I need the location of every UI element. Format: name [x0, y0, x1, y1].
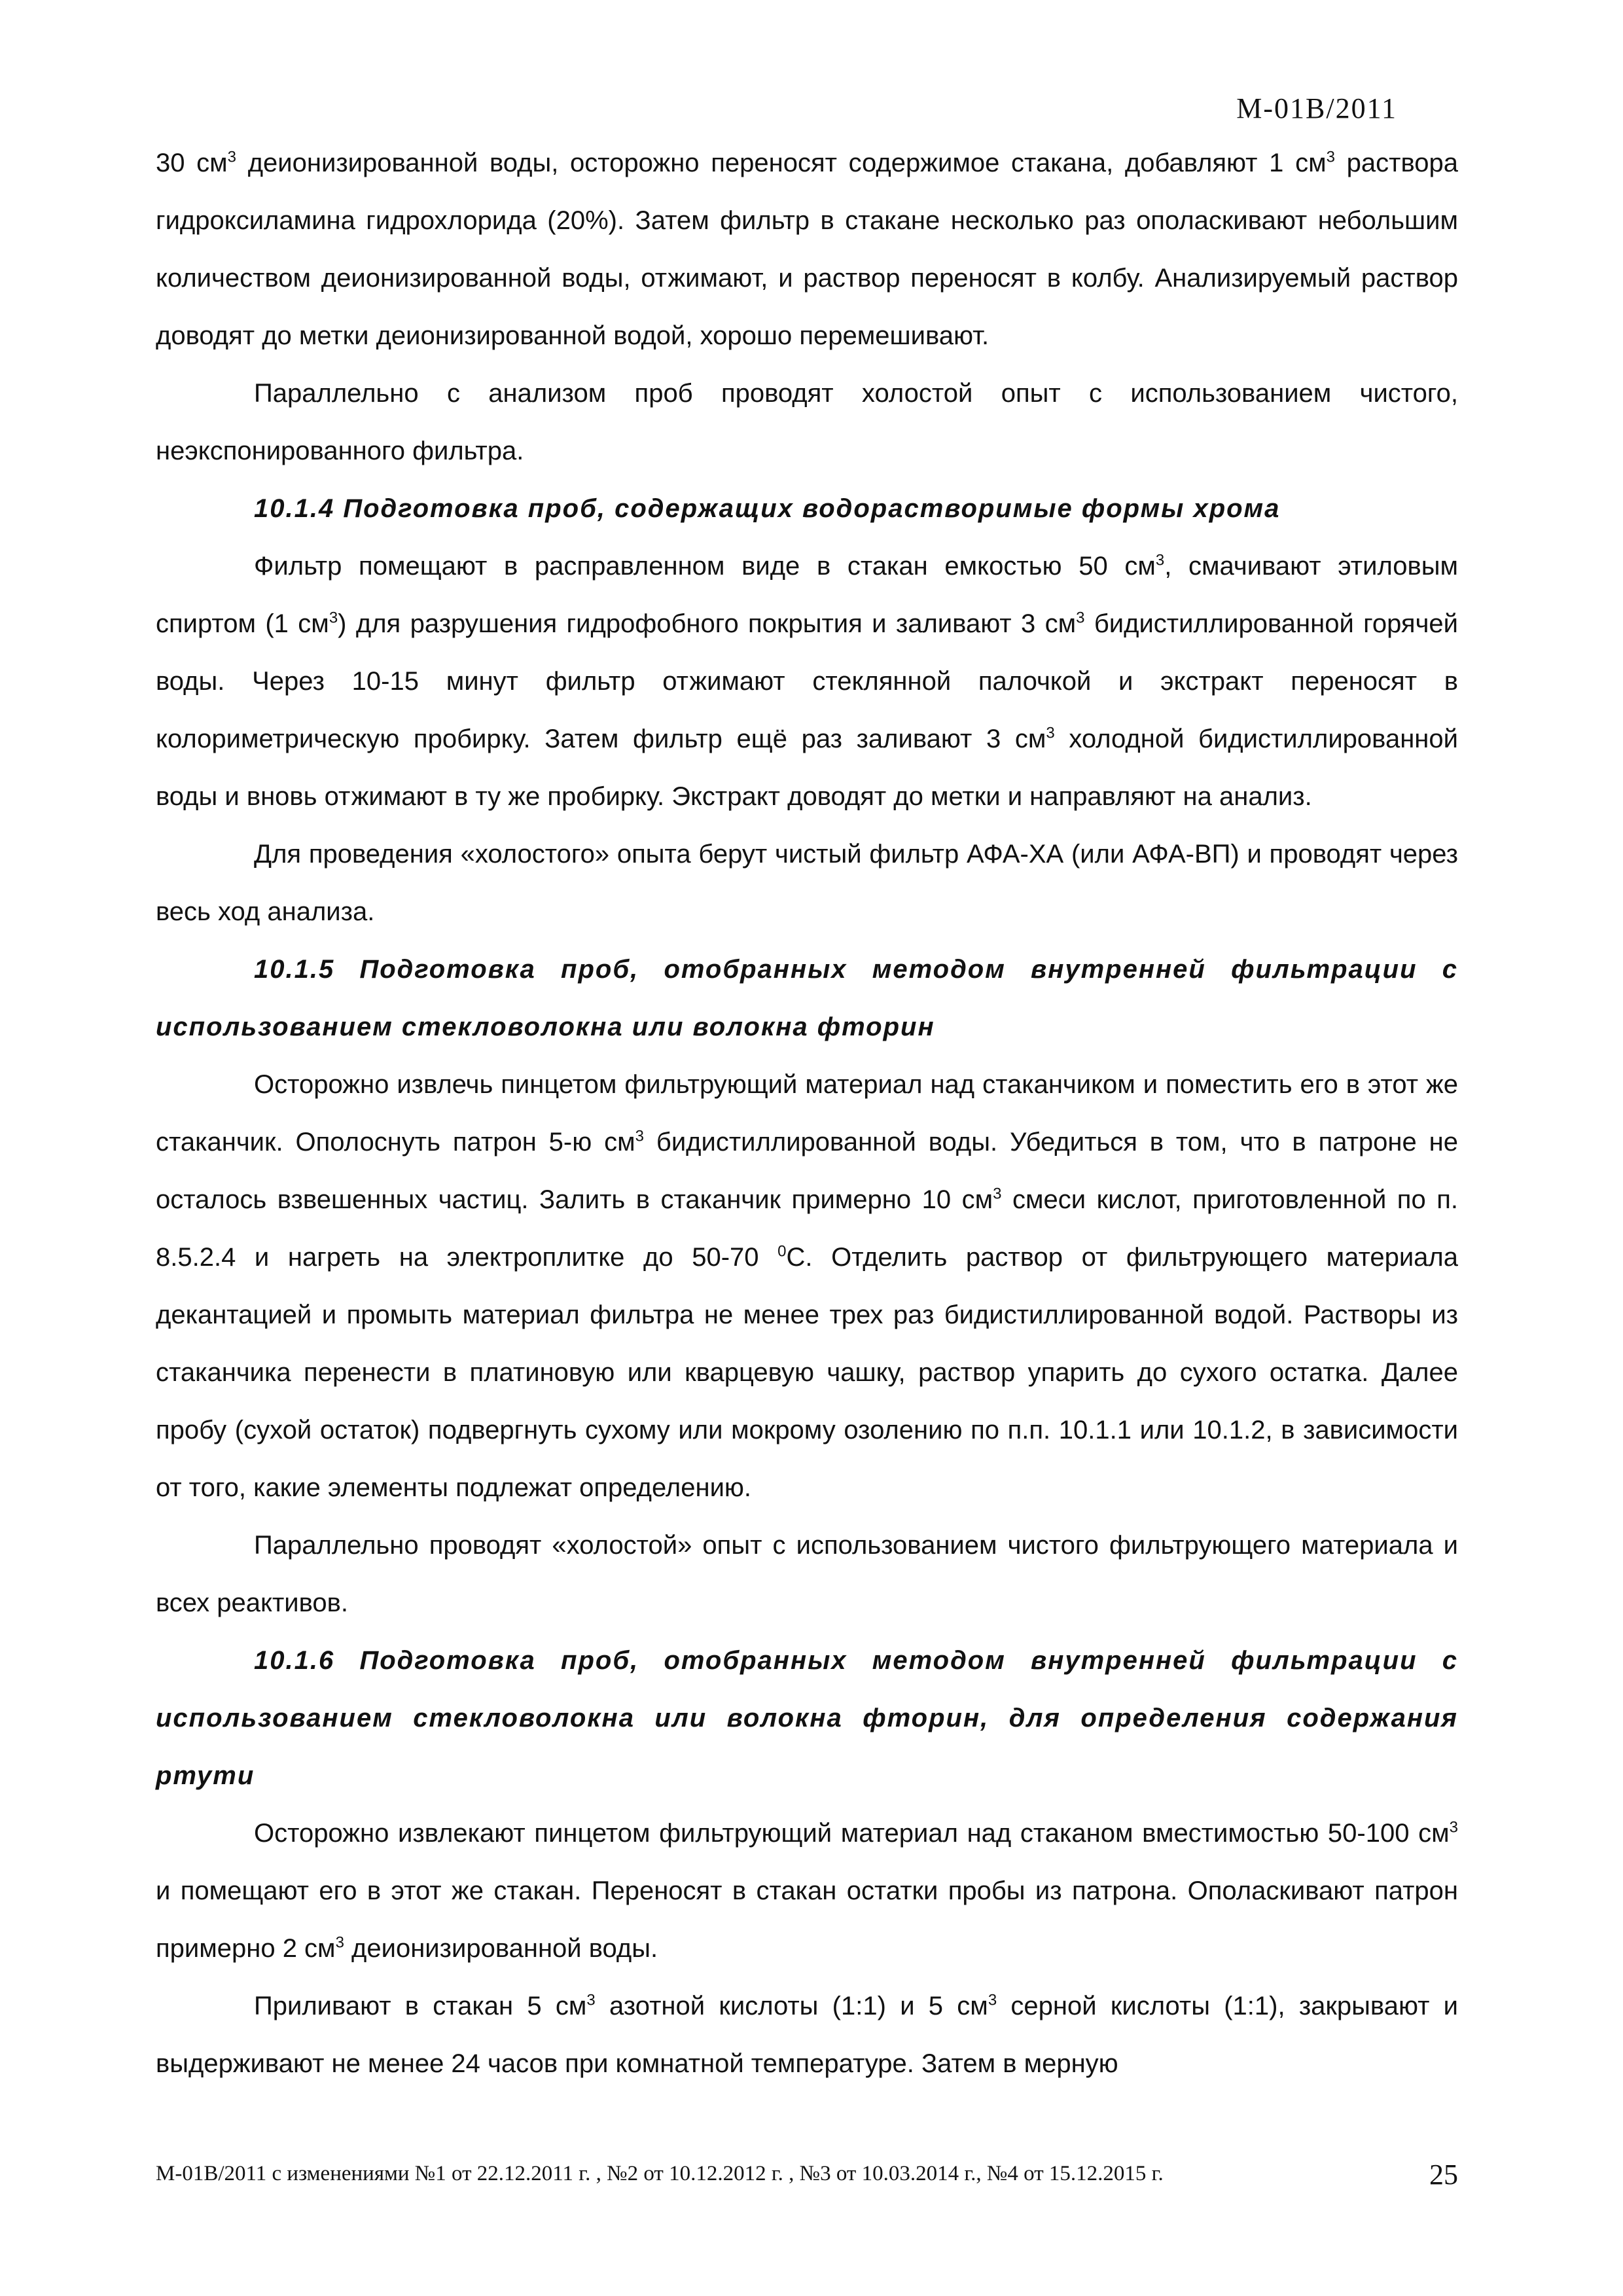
page-number: 25 [1429, 2159, 1458, 2191]
paragraph: Приливают в стакан 5 $см^3$ азотной кислоты (1:1) и 5 $см^3$ серной кислоты (1:1), закрывают и выдерживают не менее 24 часов при комнатной температуре. Затем в мерную [156, 1991, 1459, 2078]
paragraph: 30 $см^3$ деионизированной воды, осторожно переносят содержимое стакана, добавляют 1 $см^3$ раствора гидроксиламина гидрохлорида (20%). Затем фильтр в стакане несколько раз ополаскивают небольшим количеством деионизированной воды, отжимают, и раствор переносят в колбу. Анализируемый раствор доводят до метки деионизированной водой, хорошо перемешивают. [156, 148, 1458, 350]
paragraph: Осторожно извлекают пинцетом фильтрующий материал над стаканом вместимостью 50-100 $см^3$ и помещают его в этот же стакан. Переносят в стакан остатки пробы из патрона. Ополаскивают патрон примерно 2 $см^3$ деионизированной воды. [156, 1818, 1458, 1963]
paragraph: Параллельно проводят «холостой» опыт с использованием чистого фильтрующего материала и всех реактивов. [156, 1531, 1458, 1617]
document-code: М-01В/2011 [1236, 92, 1397, 124]
section-heading-10-1-4: 10.1.4 Подготовка проб, содержащих водорастворимые формы хрома [254, 494, 1281, 523]
page-footer [156, 2147, 1458, 2191]
paragraph: Фильтр помещают в расправленном виде в стакан емкостью 50 $см^3$, смачивают этиловым спиртом (1 $см^3$) для разрушения гидрофобного покрытия и заливают 3 $см^3$ бидистиллированной горячей воды. Через 10-15 минут фильтр отжимают стеклянной палочкой и экстракт переносят в колориметрическую пробирку. Затем фильтр ещё раз заливают 3 $см^3$ холодной бидистиллированной воды и вновь отжимают в ту же пробирку. Экстракт доводят до метки и направляют на анализ. [156, 551, 1459, 811]
revision-note: М-01В/2011 с изменениями №1 от 22.12.2011 г. , №2 от 10.12.2012 г. , №3 от 10.03.2014 г., №4 от 15.12.2015 г. [156, 2162, 1164, 2185]
section-heading-10-1-6: 10.1.6 Подготовка проб, отобранных методом внутренней фильтрации с использованием стекловолокна или волокна фторин, для определения содержания ртути [156, 1646, 1458, 1790]
paragraph: Осторожно извлечь пинцетом фильтрующий материал над стаканчиком и поместить его в этот же стаканчик. Ополоснуть патрон 5-ю $см^3$ бидистиллированной воды. Убедиться в том, что в патроне не осталось взвешенных частиц. Залить в стаканчик примерно 10 $см^3$ смеси кислот, приготовленной по п. 8.5.2.4 и нагреть на электроплитке до 50-70 $^0$С. Отделить раствор от фильтрующего материала декантацией и промыть материал фильтра не менее трех раз бидистиллированной водой. Растворы из стаканчика перенести в платиновую или кварцевую чашку, раствор упарить до сухого остатка. Далее пробу (сухой остаток) подвергнуть сухому или мокрому озолению по п.п. 10.1.1 или 10.1.2, в зависимости от того, какие элементы подлежат определению. [156, 1070, 1459, 1502]
paragraph: Параллельно с анализом проб проводят холостой опыт с использованием чистого, неэкспонированного фильтра. [156, 379, 1458, 465]
document-body [156, 134, 1458, 2092]
section-heading-10-1-5: 10.1.5 Подготовка проб, отобранных методом внутренней фильтрации с использованием стекловолокна или волокна фторин [156, 955, 1458, 1041]
paragraph: Для проведения «холостого» опыта берут чистый фильтр АФА-ХА (или АФА-ВП) и проводят через весь ход анализа. [156, 840, 1458, 926]
